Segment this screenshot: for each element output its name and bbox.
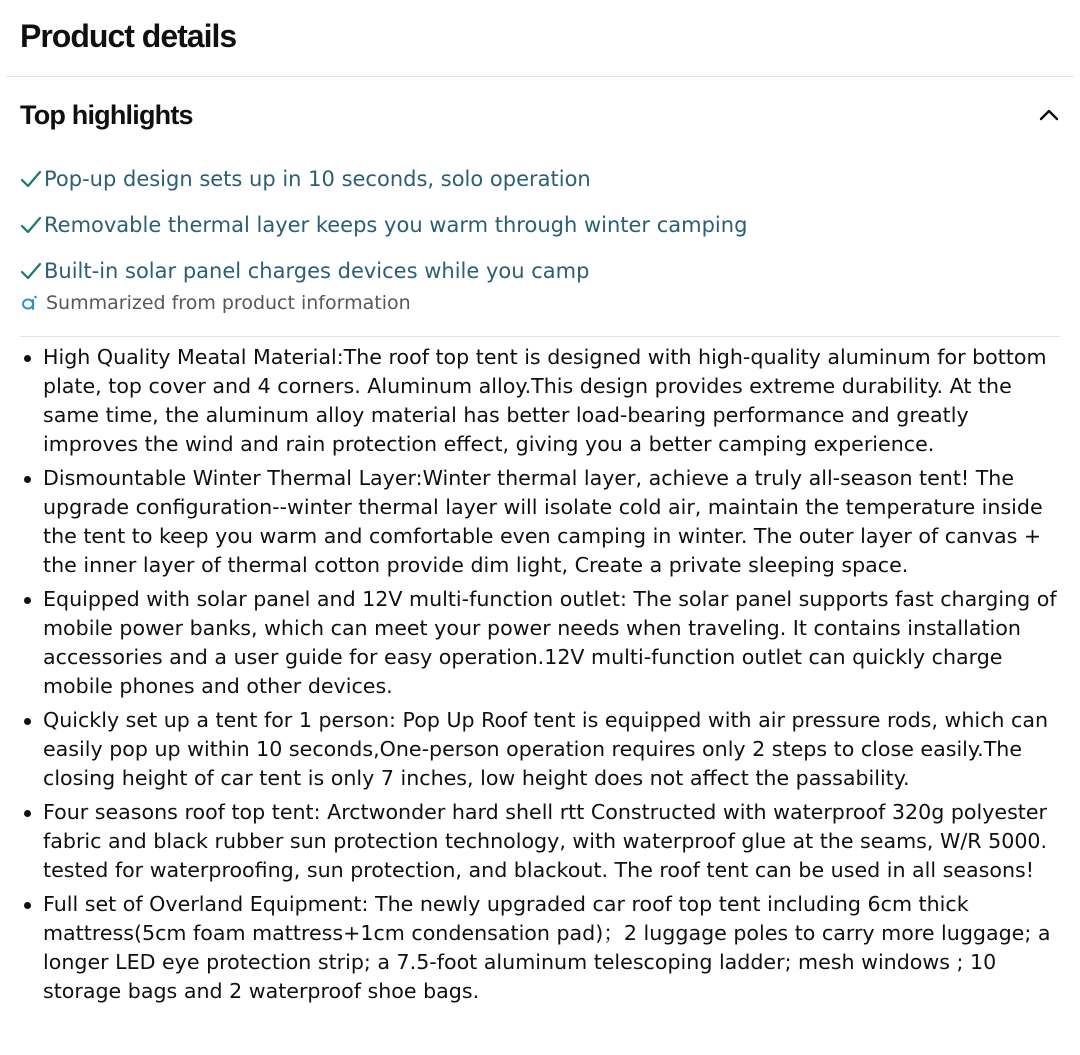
summary-text: Summarized from product information <box>46 292 411 314</box>
chevron-up-icon[interactable] <box>1038 104 1060 126</box>
summary-note <box>20 292 411 314</box>
ai-sparkle-icon <box>20 294 38 312</box>
top-highlights-header[interactable] <box>20 95 1060 135</box>
page-title: Product details <box>20 18 237 54</box>
top-highlights-title: Top highlights <box>20 99 193 130</box>
feature-bullet: Quickly set up a tent for 1 person: Pop Up Roof tent is equipped with air pressure rods, which can easily pop up within 10 seconds,One-person operation requires only 2 steps to close easily.The closing height of car tent is only 7 inches, low height does not affect the passability. <box>20 706 1060 793</box>
checkmark-icon <box>20 261 42 281</box>
feature-bullet: Equipped with solar panel and 12V multi-function outlet: The solar panel supports fast charging of mobile power banks, which can meet your power needs when traveling. It contains installation accessories and a user guide for easy operation.12V multi-function outlet can quickly charge mobile phones and other devices. <box>20 585 1060 701</box>
feature-bullet: High Quality Meatal Material:The roof top tent is designed with high-quality aluminum for bottom plate, top cover and 4 corners. Aluminum alloy.This design provides extreme durability. At the same time, the aluminum alloy material has better load-bearing performance and greatly improves the wind and rain protection effect, giving you a better camping experience. <box>20 343 1060 459</box>
divider <box>20 336 1060 337</box>
highlight-item <box>20 248 1060 294</box>
feature-bullet: Four seasons roof top tent: Arctwonder hard shell rtt Constructed with waterproof 320g polyester fabric and black rubber sun protection technology, with waterproof glue at the seams, W/R 5000. tested for waterproofing, sun protection, and blackout. The roof tent can be used in all seasons! <box>20 798 1060 885</box>
checkmark-icon <box>20 215 42 235</box>
highlight-item <box>20 202 1060 248</box>
checkmark-icon <box>20 169 42 189</box>
highlight-item <box>20 156 1060 202</box>
highlight-text: Pop-up design sets up in 10 seconds, solo operation <box>44 167 591 191</box>
top-highlights-list <box>20 156 1060 294</box>
feature-bullet: Dismountable Winter Thermal Layer:Winter thermal layer, achieve a truly all-season tent! The upgrade configuration--winter thermal layer will isolate cold air, maintain the temperature inside the tent to keep you warm and comfortable even camping in winter. The outer layer of canvas + the inner layer of thermal cotton provide dim light, Create a private sleeping space. <box>20 464 1060 580</box>
highlight-text: Removable thermal layer keeps you warm through winter camping <box>44 213 748 237</box>
divider <box>6 76 1074 77</box>
feature-bullet: Full set of Overland Equipment: The newly upgraded car roof top tent including 6cm thick mattress(5cm foam mattress+1cm condensation pad)；2 luggage poles to carry more luggage; a longer LED eye protection strip; a 7.5-foot aluminum telescoping ladder; mesh windows ; 10 storage bags and 2 waterproof shoe bags. <box>20 890 1060 1006</box>
feature-bullets <box>20 343 1060 1011</box>
highlight-text: Built-in solar panel charges devices while you camp <box>44 259 590 283</box>
